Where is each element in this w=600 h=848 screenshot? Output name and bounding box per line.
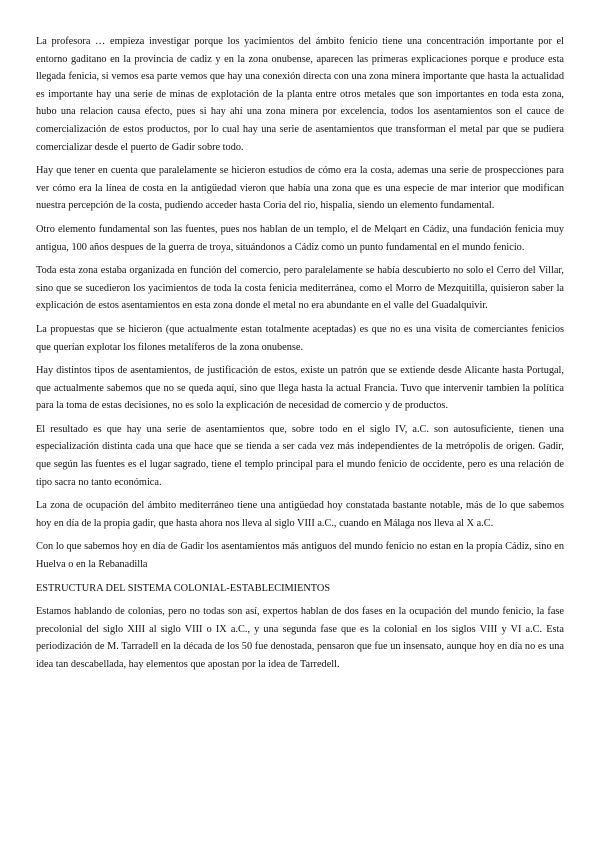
- paragraph-3: Otro elemento fundamental son las fuentes, pues nos hablan de un templo, el de Melqart en Cádiz, una fundación fenicia muy antigua, 100 años despues de la guerra de troya, situándonos a Cádiz como un punto fundamental en el mundo fenicio.: [36, 223, 564, 253]
- paragraph-6: Hay distintos tipos de asentamientos, de justificación de estos, existe un patrón que se extiende desde Alicante hasta Portugal, que actualmente sabemos que no se queda aquí, sino que llega hasta la actual Francia. Tuvo que intervenir tambien la política para la toma de estas decisiones, no es solo la explicación de necesidad de comercio y de productos.: [36, 365, 564, 412]
- section-heading: ESTRUCTURA DEL SISTEMA COLONIAL-ESTABLECIMIENTOS: [36, 582, 331, 594]
- section-paragraph-1: Estamos hablando de colonias, pero no todas son así, expertos hablan de dos fases en la ocupación del mundo fenicio, la fase precolonial del siglo XIII al siglo VIII o IX a.C., y una segunda fase que es la colonial en los siglos VIII y VI a.C. Esta periodización de M. Tarradell en la década de los 50 fue denostada, pensaron que fue un insensato, aunque hoy en día no es una idea tan descabellada, hay elementos que apostan por la idea de Tarredell.: [36, 606, 564, 670]
- paragraph-2: Hay que tener en cuenta que paralelamente se hicieron estudios de cómo era la costa, ademas una serie de prospecciones para ver cómo era la línea de costa en la antigüedad vieron que había una zona que es una especie de mar interior que modifican nuestra percepción de la costa, pudiendo acceder hasta Coria del rio, hispalia, siendo un elemento fundamental.: [36, 165, 564, 212]
- paragraph-7: El resultado es que hay una serie de asentamientos que, sobre todo en el siglo IV, a.C. son autosuficiente, tienen una especialización distinta cada una que hace que se tienda a ser cada vez más independientes de la metrópolis de origen. Gadir, que según las fuentes es el lugar sagrado, tiene el templo principal para el mundo fenicio de occidente, pero es una relación de tipo sacra no tanto económica.: [36, 423, 564, 488]
- paragraph-8: La zona de ocupación del ámbito mediterráneo tiene una antigüedad hoy constatada bastante notable, más de lo que sabemos hoy en día de la propia gadir, que hasta ahora nos lleva al siglo VIII a.C., cuando en Málaga nos lleva al X a.C.: [36, 500, 564, 529]
- document-page: [36, 33, 564, 680]
- paragraph-5: La propuestas que se hicieron (que actualmente estan totalmente aceptadas) es que no es una visita de comerciantes fenicios que querían explotar los filones metalíferos de la zona onubense.: [36, 323, 564, 353]
- paragraph-1: La profesora … empieza investigar porque los yacimientos del ámbito fenicio tiene una concentración importante por el entorno gaditano en la provincia de cadiz y en la zona onubense, aparecen las primeras explicaciones porque e produce esta llegada fenicia, si vemos esa parte vemos que hay una conexión directa con una zona minera importante que hasta la actualidad es importante hay una serie de minas de explotación de la planta entre otros metales que son importantes en toda esta zona, hubo una relacion causa efecto, pues si hay ahí una zona minera por excelencia, todos los asentamientos son el cauce de comercialización de estos productos, por lo cual hay una serie de asentamientos que transforman el metal par que se pudiera comercializar desde el puerto de Gadir sobre todo.: [36, 36, 564, 153]
- paragraph-4: Toda esta zona estaba organizada en función del comercio, pero paralelamente se había descubierto no solo el Cerro del Villar, sino que se sucedieron los yacimientos de toda la costa fenicia mediterránea, como el Morro de Mezquitilla, quisieron saber la explicación de estos asentamientos en esta zona donde el metal no era abundante en el valle del Guadalquivir.: [36, 265, 564, 312]
- paragraph-9: Con lo que sabemos hoy en día de Gadir los asentamientos más antiguos del mundo fenicio no estan en la propia Cádiz, sino en Huelva o en la Rebanadilla: [36, 541, 564, 571]
